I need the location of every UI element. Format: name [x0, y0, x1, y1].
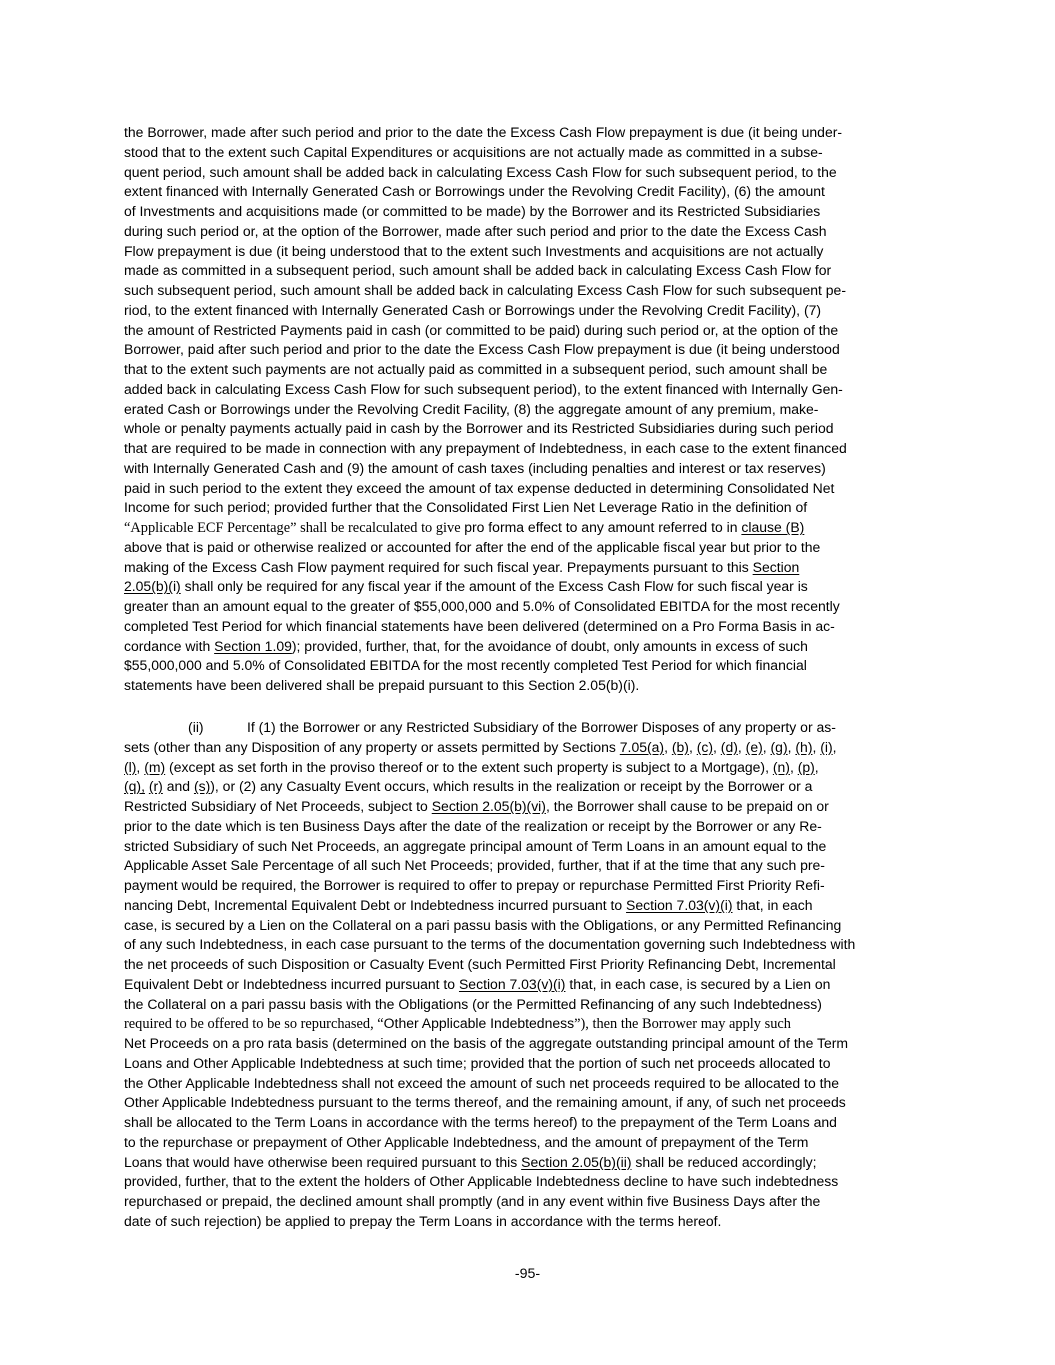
section-reference: 2.05(b)(i) — [124, 579, 181, 596]
text-segment: pro forma effect to any amount referred to in — [464, 520, 742, 536]
text-segment: , — [812, 739, 821, 756]
text-line — [124, 282, 932, 302]
page-number: -95- — [514, 1266, 541, 1282]
text-segment: cordance with — [124, 638, 215, 655]
text-line — [124, 976, 932, 996]
text-segment: that are required to be made in connection with any prepayment of Indebtedness, in each case to the extent financed — [124, 441, 847, 457]
text-segment: the amount of Restricted Payments paid in cash (or committed to be paid) during such period or, at the option of the — [124, 322, 839, 339]
text-line — [124, 657, 932, 677]
text-line — [124, 183, 932, 203]
text-segment: , — [136, 759, 145, 776]
text-line — [124, 956, 932, 976]
text-line — [124, 322, 932, 342]
text-line — [124, 578, 932, 598]
text-segment: with Internally Generated Cash and (9) the amount of cash taxes (including penalties and interest or tax reserves) — [124, 460, 826, 477]
text-segment: greater than an amount equal to the greater of $55,000,000 and 5.0% of Consolidated EBITDA for the most recently — [124, 599, 840, 615]
section-reference: (i) — [820, 739, 833, 756]
text-segment: the Other Applicable Indebtedness shall not exceed the amount of such net proceeds required to be allocated to the — [124, 1075, 840, 1092]
text-segment: of any such Indebtedness, in each case pursuant to the terms of the documentation governing such Indebtedness with — [124, 937, 856, 954]
section-reference: Section 2.05(b)(vi) — [431, 799, 546, 815]
text-line — [124, 857, 932, 877]
section-reference: Section 7.03(v)(i) — [626, 897, 733, 914]
text-segment: made as committed in a subsequent period, such amount shall be added back in calculating Excess Cash Flow for — [124, 263, 832, 280]
text-line — [124, 1173, 932, 1193]
text-line — [124, 1154, 932, 1174]
section-reference: (e) — [745, 739, 763, 756]
text-segment: shall only be required for any fiscal year if the amount of the Excess Cash Flow for such fiscal year is — [180, 579, 808, 596]
text-line — [124, 539, 932, 559]
text-line — [124, 243, 932, 263]
text-line — [124, 778, 932, 798]
text-segment: that, in each case, is secured by a Lien on — [565, 976, 831, 993]
text-line — [124, 759, 932, 779]
section-reference: Section 1.09 — [214, 638, 292, 655]
text-line — [124, 1015, 932, 1035]
paragraph-excess-cash-flow — [124, 124, 944, 697]
text-segment: nancing Debt, Incremental Equivalent Debt or Indebtedness incurred pursuant to — [124, 897, 627, 914]
text-line — [124, 1075, 932, 1095]
text-segment: that to the extent such payments are not actually paid as committed in a subsequent period, such amount shall be — [124, 362, 828, 378]
text-line — [124, 124, 932, 144]
section-reference: Section — [752, 559, 800, 576]
text-segment: erated Cash or Borrowings under the Revolving Credit Facility, (8) the aggregate amount of any premium, make- — [124, 401, 819, 418]
text-line — [124, 936, 932, 956]
text-segment: Other Applicable Indebtedness pursuant to the terms thereof, and the remaining amount, if any, of such net proceeds — [124, 1095, 846, 1112]
text-segment: case, is secured by a Lien on the Collateral on a pari passu basis with the Obligations, or any Permitted Refinancing — [124, 917, 842, 934]
text-segment: Loans and Other Applicable Indebtedness at such time; provided that the portion of such net proceeds allocated to — [124, 1055, 831, 1072]
text-line — [124, 341, 932, 361]
text-line — [124, 223, 932, 243]
text-segment: $55,000,000 and 5.0% of Consolidated EBITDA for the most recently completed Test Period for which financial — [124, 658, 807, 675]
section-reference: (d) — [720, 739, 738, 756]
text-line — [124, 1193, 932, 1213]
section-reference: (c) — [696, 739, 714, 756]
text-segment: Net Proceeds on a pro rata basis (determined on the basis of the aggregate outstanding principal amount of the Term — [124, 1036, 849, 1052]
text-line — [124, 798, 932, 818]
section-reference: (r) — [148, 779, 163, 796]
section-reference: (p) — [797, 759, 815, 776]
text-line — [124, 719, 932, 739]
text-segment: Income for such period; provided further that the Consolidated First Lien Net Leverage Ratio in the definition of — [124, 500, 808, 517]
text-segment: such subsequent period, such amount shall be added back in calculating Excess Cash Flow for such subsequent pe- — [124, 283, 846, 299]
text-segment: , — [787, 739, 796, 756]
text-segment: to the repurchase or prepayment of Other Applicable Indebtedness, and the amount of prepayment of the Term — [124, 1134, 809, 1151]
text-line — [124, 144, 932, 164]
text-segment: date of such rejection) be applied to prepay the Term Loans in accordance with the terms hereof. — [124, 1213, 722, 1230]
section-reference: (g) — [770, 739, 788, 756]
text-segment: shall be reduced accordingly; — [631, 1154, 817, 1171]
text-segment: that, in each — [732, 897, 813, 914]
text-segment: provided, further, that to the extent the holders of Other Applicable Indebtedness decline to have such indebtedness — [124, 1174, 839, 1191]
text-line — [124, 1114, 932, 1134]
text-segment: Restricted Subsidiary of Net Proceeds, subject to — [124, 799, 432, 815]
text-segment: Borrower, paid after such period and prior to the date the Excess Cash Flow prepayment is due (it being understood — [124, 342, 840, 359]
text-line — [124, 361, 932, 381]
section-reference: Section 2.05(b)(ii) — [521, 1154, 632, 1171]
text-segment: , — [688, 739, 697, 756]
section-reference: 7.05(a) — [619, 739, 665, 756]
text-segment: , — [814, 759, 819, 776]
text-segment: paid in such period to the extent they exceed the amount of tax expense deducted in determining Consolidated Net — [124, 480, 835, 497]
text-segment: during such period or, at the option of the Borrower, made after such period and prior to the date the Excess Cash — [124, 223, 827, 240]
text-line — [124, 302, 932, 322]
text-line — [124, 739, 932, 759]
text-segment: and — [162, 779, 194, 796]
text-line — [124, 164, 932, 184]
text-segment: “Applicable ECF Percentage” shall be recalculated to give — [124, 520, 465, 536]
text-segment: riod, to the extent financed with Internally Generated Cash or Borrowings under the Revolving Credit Facility), (7) — [124, 302, 822, 319]
section-reference: (b) — [671, 739, 689, 756]
text-segment: Loans that would have otherwise been required pursuant to this — [124, 1154, 522, 1171]
text-segment: prior to the date which is ten Business Days after the date of the realization or receipt by the Borrower or any Re- — [124, 818, 822, 835]
text-segment: , — [713, 739, 721, 756]
text-line — [124, 818, 932, 838]
text-segment: , — [832, 739, 837, 756]
text-segment: the Borrower, made after such period and prior to the date the Excess Cash Flow prepayment is due (it being under- — [124, 125, 843, 141]
text-segment: If (1) the Borrower or any Restricted Subsidiary of the Borrower Disposes of any property or as- — [246, 720, 836, 736]
text-segment: making of the Excess Cash Flow payment required for such fiscal year. Prepayments pursuant to this — [124, 559, 753, 576]
text-segment: repurchased or prepaid, the declined amount shall promptly (and in any event within five Business Days after the — [124, 1194, 821, 1210]
text-segment: Flow prepayment is due (it being understood that to the extent such Investments and acquisitions are not actually — [124, 243, 824, 260]
text-segment: ); provided, further, that, for the avoidance of doubt, only amounts in excess of such — [291, 638, 808, 655]
text-line — [124, 598, 932, 618]
text-line — [124, 1055, 932, 1075]
text-line — [124, 618, 932, 638]
section-reference: (m) — [144, 759, 166, 776]
text-line — [124, 1094, 932, 1114]
text-segment: shall be allocated to the Term Loans in accordance with the terms hereof) to the prepayment of the Term Loans and — [124, 1115, 837, 1131]
text-segment: completed Test Period for which financial statements have been delivered (determined on a Pro Forma Basis in ac- — [124, 618, 835, 635]
text-segment: , — [762, 739, 771, 756]
section-reference: (h) — [795, 739, 813, 756]
text-line — [124, 440, 932, 460]
text-line — [124, 401, 932, 421]
text-line — [124, 677, 932, 697]
text-line — [124, 559, 932, 579]
text-segment: whole or penalty payments actually paid in cash by the Borrower and its Restricted Subsidiaries during such period — [124, 421, 834, 438]
text-segment: extent financed with Internally Generated Cash or Borrowings under the Revolving Credit Facility), (6) the amount — [124, 184, 825, 201]
text-line — [124, 420, 932, 440]
text-segment: Applicable Asset Sale Percentage of all such Net Proceeds; provided, further, that if at the time that any such pre- — [124, 858, 825, 875]
paragraph-ii-asset-sales — [124, 719, 944, 1233]
text-segment: sets (other than any Disposition of any property or assets permitted by Sections — [124, 739, 620, 756]
text-line — [124, 480, 932, 500]
text-segment: (except as set forth in the proviso thereof or to the extent such property is subject to a Mortgage), — [165, 759, 773, 776]
text-segment: above that is paid or otherwise realized or accounted for after the end of the applicable fiscal year but prior to the — [124, 539, 821, 556]
text-segment: , the Borrower shall cause to be prepaid on or — [545, 799, 829, 815]
text-segment: stood that to the extent such Capital Expenditures or acquisitions are not actually made as committed in a subse- — [124, 144, 823, 161]
text-line — [124, 519, 932, 539]
text-segment: required to be offered to be so repurchased, “ — [124, 1016, 384, 1033]
text-segment: Other Applicable Indebtedness — [383, 1016, 575, 1033]
text-segment: , — [737, 739, 746, 756]
text-segment: payment would be required, the Borrower is required to offer to prepay or repurchase Permitted First Priority Refi- — [124, 878, 825, 894]
text-line — [124, 1134, 932, 1154]
text-segment: the net proceeds of such Disposition or Casualty Event (such Permitted First Priority Refinancing Debt, Incremental — [124, 957, 836, 973]
section-reference: (s) — [193, 779, 211, 796]
text-line — [124, 203, 932, 223]
text-line — [124, 460, 932, 480]
text-line — [124, 1035, 932, 1055]
text-line — [124, 638, 932, 658]
text-line — [124, 381, 932, 401]
text-segment: Equivalent Debt or Indebtedness incurred pursuant to — [124, 976, 459, 993]
section-reference: Section 7.03(v)(i) — [458, 976, 566, 993]
section-reference: (n) — [772, 759, 790, 776]
text-line — [124, 262, 932, 282]
text-segment: , — [789, 759, 798, 776]
section-reference: (q), — [124, 779, 145, 796]
text-segment: added back in calculating Excess Cash Flow for such subsequent period), to the extent financed with Internally Gen- — [124, 381, 843, 398]
text-segment: quent period, such amount shall be added back in calculating Excess Cash Flow for such subsequent period, to the — [124, 164, 837, 181]
text-segment: , — [664, 739, 672, 756]
text-segment: ”), then the Borrower may apply such — [574, 1016, 791, 1033]
clause-label: (ii) — [188, 720, 204, 736]
text-segment: stricted Subsidiary of such Net Proceeds, an aggregate principal amount of Term Loans in an amount equal to the — [124, 838, 827, 855]
text-line — [124, 499, 932, 519]
text-line — [124, 838, 932, 858]
section-reference: clause (B) — [741, 520, 805, 536]
section-reference: (l) — [124, 759, 137, 776]
text-segment: statements have been delivered shall be prepaid pursuant to this Section 2.05(b)(i). — [124, 678, 640, 694]
text-line — [124, 996, 932, 1016]
text-segment: of Investments and acquisitions made (or committed to be made) by the Borrower and its Restricted Subsidiaries — [124, 204, 821, 220]
text-segment: the Collateral on a pari passu basis with the Obligations (or the Permitted Refinancing of any such Indebtedness) — [124, 996, 822, 1013]
text-line — [124, 1213, 932, 1233]
text-line — [124, 897, 932, 917]
text-line — [124, 917, 932, 937]
text-line — [124, 877, 932, 897]
text-segment: ), or (2) any Casualty Event occurs, which results in the realization or receipt by the Borrower or a — [210, 779, 813, 796]
